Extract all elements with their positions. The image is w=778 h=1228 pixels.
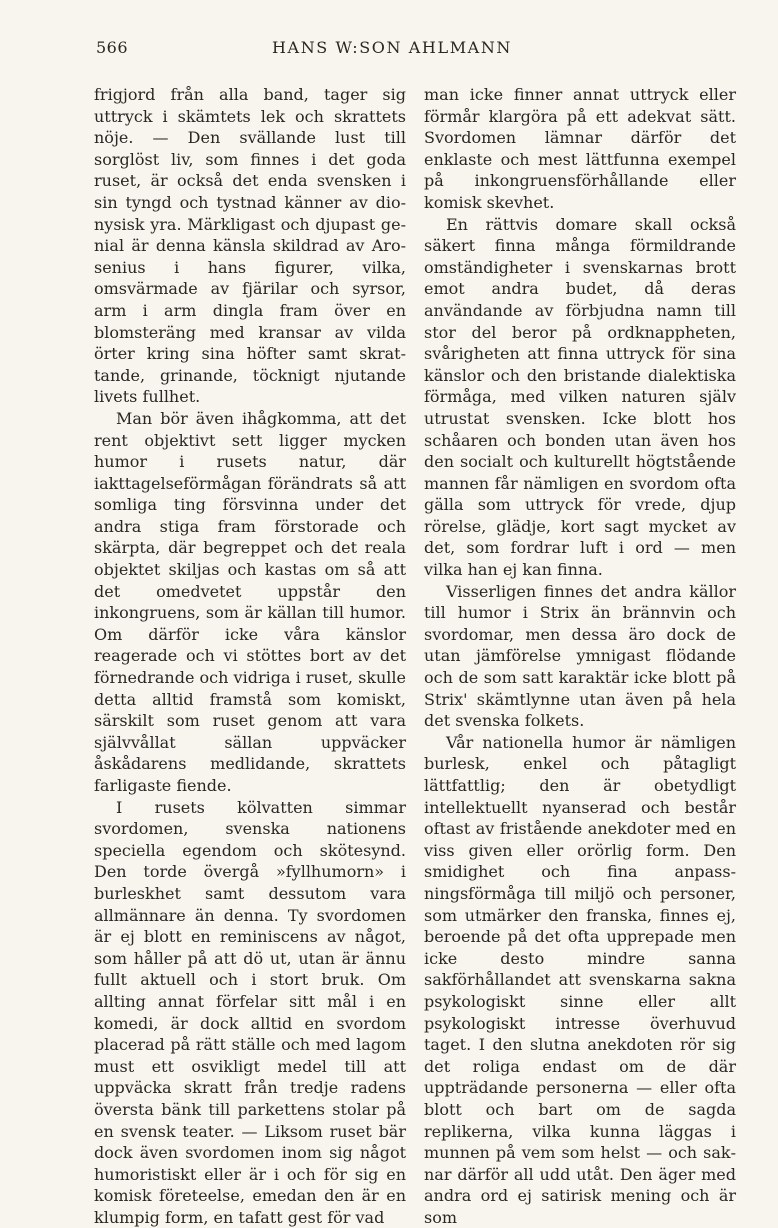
page-number: 566 (96, 38, 129, 57)
right-column (424, 84, 736, 1228)
page-header (96, 38, 718, 60)
paragraph-continued: man icke finner annat uttryck eller förmår klargöra på ett adekvat sätt. Svordomen lämnar därför det enklaste och mest lättfunna exempel på inkongruensförhållande eller komisk skevhet. (424, 85, 736, 212)
left-column (94, 84, 406, 1228)
paragraph: En rättvis domare skall också säkert finna många förmildrande omständigheter i svenskarnas brott emot andra budet, då deras användande av förbjudna namn till stor del beror på ordknappheten, svårigheten att finna uttryck för sina känslor och den bristande dialektiska förmåga, med vilken naturen själv utrustat svensken. Icke blott hos schåaren och bonden utan även hos den socialt och kulturellt högtstående mannen får nämligen en svordom ofta gälla som uttryck för vrede, djup rörelse, glädje, kort sagt mycket av det, som fordrar luft i ord — men vilka han ej kan finna. (424, 214, 736, 580)
running-title: HANS W:SON AHLMANN (272, 38, 513, 57)
paragraph: Vår nationella humor är nämligen burlesk, enkel och påtagligt lättfattlig; den är obetydligt intellektuellt nyanserad och består oftast av fristående anekdoter med en viss given eller orörlig form. Den smidighet och fina anpassningsförmåga till miljö och personer, som utmärker den franska, finnes ej, beroende på det ofta upprepade men icke desto mindre sanna sakförhållandet att svenskarna sakna psykologiskt sinne eller allt psykologiskt intresse överhuvud taget. I den slutna anekdoten rör sig det roliga endast om de där uppträdande personerna — eller ofta blott och bart om de sagda replikerna, vilka kunna läggas i munnen på vem som helst — och saknar därför all udd utåt. Den äger med andra ord ej satirisk mening och är som (424, 732, 736, 1227)
paragraph-continued: frigjord från alla band, tager sig uttryck i skämtets lek och skrattets nöje. — Den svällande lust till sorglöst liv, som finnes i det goda ruset, är också det enda svensken i sin tyngd och tystnad känner av dionysisk yra. Märkligast och djupast genial är denna känsla skildrad av Arosenius i hans figurer, vilka, omsvärmade av fjärilar och syrsor, arm i arm dingla fram över en blomsteräng med kransar av vilda örter kring sina höfter samt skrattande, grinande, töcknigt njutande livets fullhet. (94, 85, 406, 407)
paragraph: Visserligen finnes det andra källor till humor i Strix än brännvin och svordomar, men dessa äro dock de utan jämförelse ymnigast flödande och de som satt karaktär icke blott på Strix' skämtlynne utan även på hela det svenska folkets. (424, 581, 736, 731)
paragraph: Man bör även ihågkomma, att det rent objektivt sett ligger mycken humor i rusets natur, där iakttagelseförmågan förändrats så att somliga ting försvinna under det andra stiga fram förstorade och skärpta, där begreppet och det reala objektet skiljas och kastas om så att det omedvetet uppstår den inkongruens, som är källan till humor. Om därför icke våra känslor reagerade och vi stöttes bort av det förnedrande och vidriga i ruset, skulle detta alltid framstå som komiskt, särskilt som ruset genom att vara självvållat sällan uppväcker åskådarens medlidande, skrattets farligaste fiende. (94, 408, 406, 795)
paragraph: I rusets kölvatten simmar svordomen, svenska nationens speciella egendom och skötesynd. Den torde övergå »fyllhumorn» i burleskhet samt dessutom vara allmännare än denna. Ty svordomen är ej blott en reminiscens av något, som håller på att dö ut, utan är ännu fullt aktuell och i stort bruk. Om allting annat förfelar sitt mål i en komedi, är dock alltid en svordom placerad på rätt ställe och med lagom must ett osvikligt medel till att uppväcka skratt från tredje radens översta bänk till parkettens stolar på en svensk teater. — Liksom ruset bär dock även svordomen inom sig något humoristiskt eller är i och för sig en komisk företeelse, emedan den är en klumpig form, en tafatt gest för vad (94, 797, 406, 1227)
